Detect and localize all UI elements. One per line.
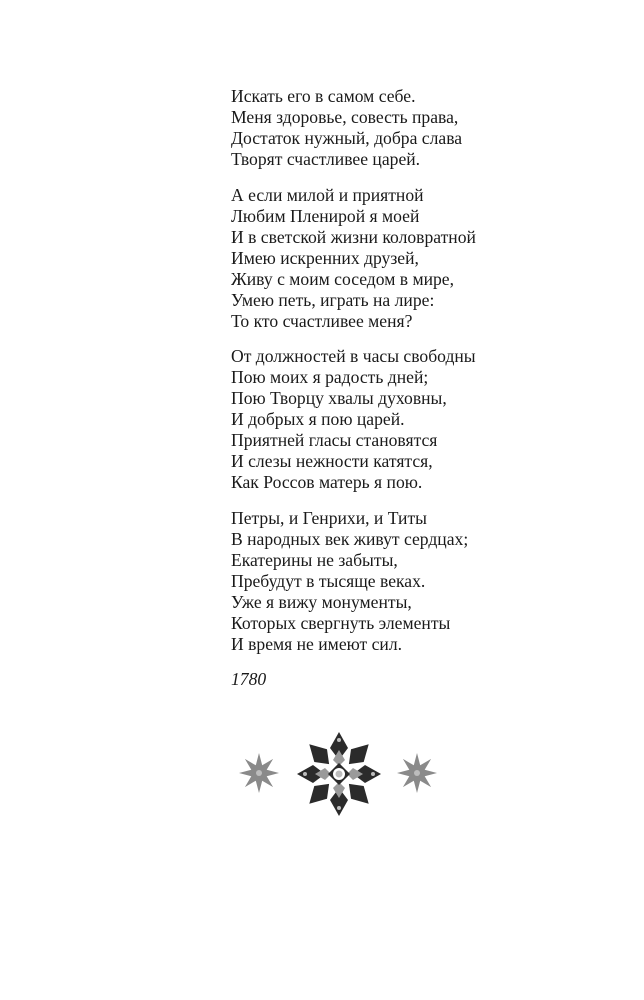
- left-star-icon: [239, 753, 279, 793]
- poem-line: Любим Пленирой я моей: [231, 205, 420, 226]
- poem-line: В народных век живут сердцах;: [231, 528, 469, 549]
- decorative-star-ornament-icon: [236, 729, 442, 821]
- poem-line: Петры, и Генрихи, и Титы: [231, 507, 427, 528]
- poem-line: То кто счастливее меня?: [231, 310, 413, 331]
- poem-line: Умею петь, играть на лире:: [231, 289, 435, 310]
- poem-line: Пою Творцу хвалы духовны,: [231, 388, 447, 408]
- poem-line: Меня здоровье, совесть права,: [231, 107, 459, 127]
- poem-line: А если милой и приятной: [231, 184, 424, 205]
- central-rosette-icon: [297, 732, 381, 816]
- poem: [231, 86, 611, 690]
- poem-line: И добрых я пою царей.: [231, 409, 405, 429]
- poem-line: Екатерины не забыты,: [231, 549, 398, 570]
- stanza-2: [231, 185, 611, 332]
- poem-line: Пою моих я радость дней;: [231, 367, 429, 387]
- poem-line: Творят счастливее царей.: [231, 149, 421, 169]
- poem-line: Пребудут в тысяще веках.: [231, 570, 426, 591]
- poem-line: Уже я вижу монументы,: [231, 591, 412, 612]
- poem-line: Имею искренних друзей,: [231, 247, 419, 268]
- poem-line: Живу с моим соседом в мире,: [231, 268, 455, 289]
- poem-line: И слезы нежности катятся,: [231, 451, 433, 471]
- poem-line: Искать его в самом себе.: [231, 86, 416, 106]
- poem-line: Которых свергнуть элементы: [231, 612, 451, 633]
- poem-line: Как Россов матерь я пою.: [231, 472, 423, 492]
- stanza-1: [231, 86, 611, 170]
- poem-line: Приятней гласы становятся: [231, 430, 438, 450]
- poem-year: 1780: [231, 669, 267, 689]
- poem-line: И время не имеют сил.: [231, 633, 403, 654]
- poem-line: От должностей в часы свободны: [231, 346, 476, 366]
- poem-line: И в светской жизни коловратной: [231, 226, 476, 247]
- stanza-3: [231, 346, 611, 493]
- stanza-4: [231, 508, 611, 655]
- poem-line: Достаток нужный, добра слава: [231, 128, 463, 148]
- right-star-icon: [397, 753, 437, 793]
